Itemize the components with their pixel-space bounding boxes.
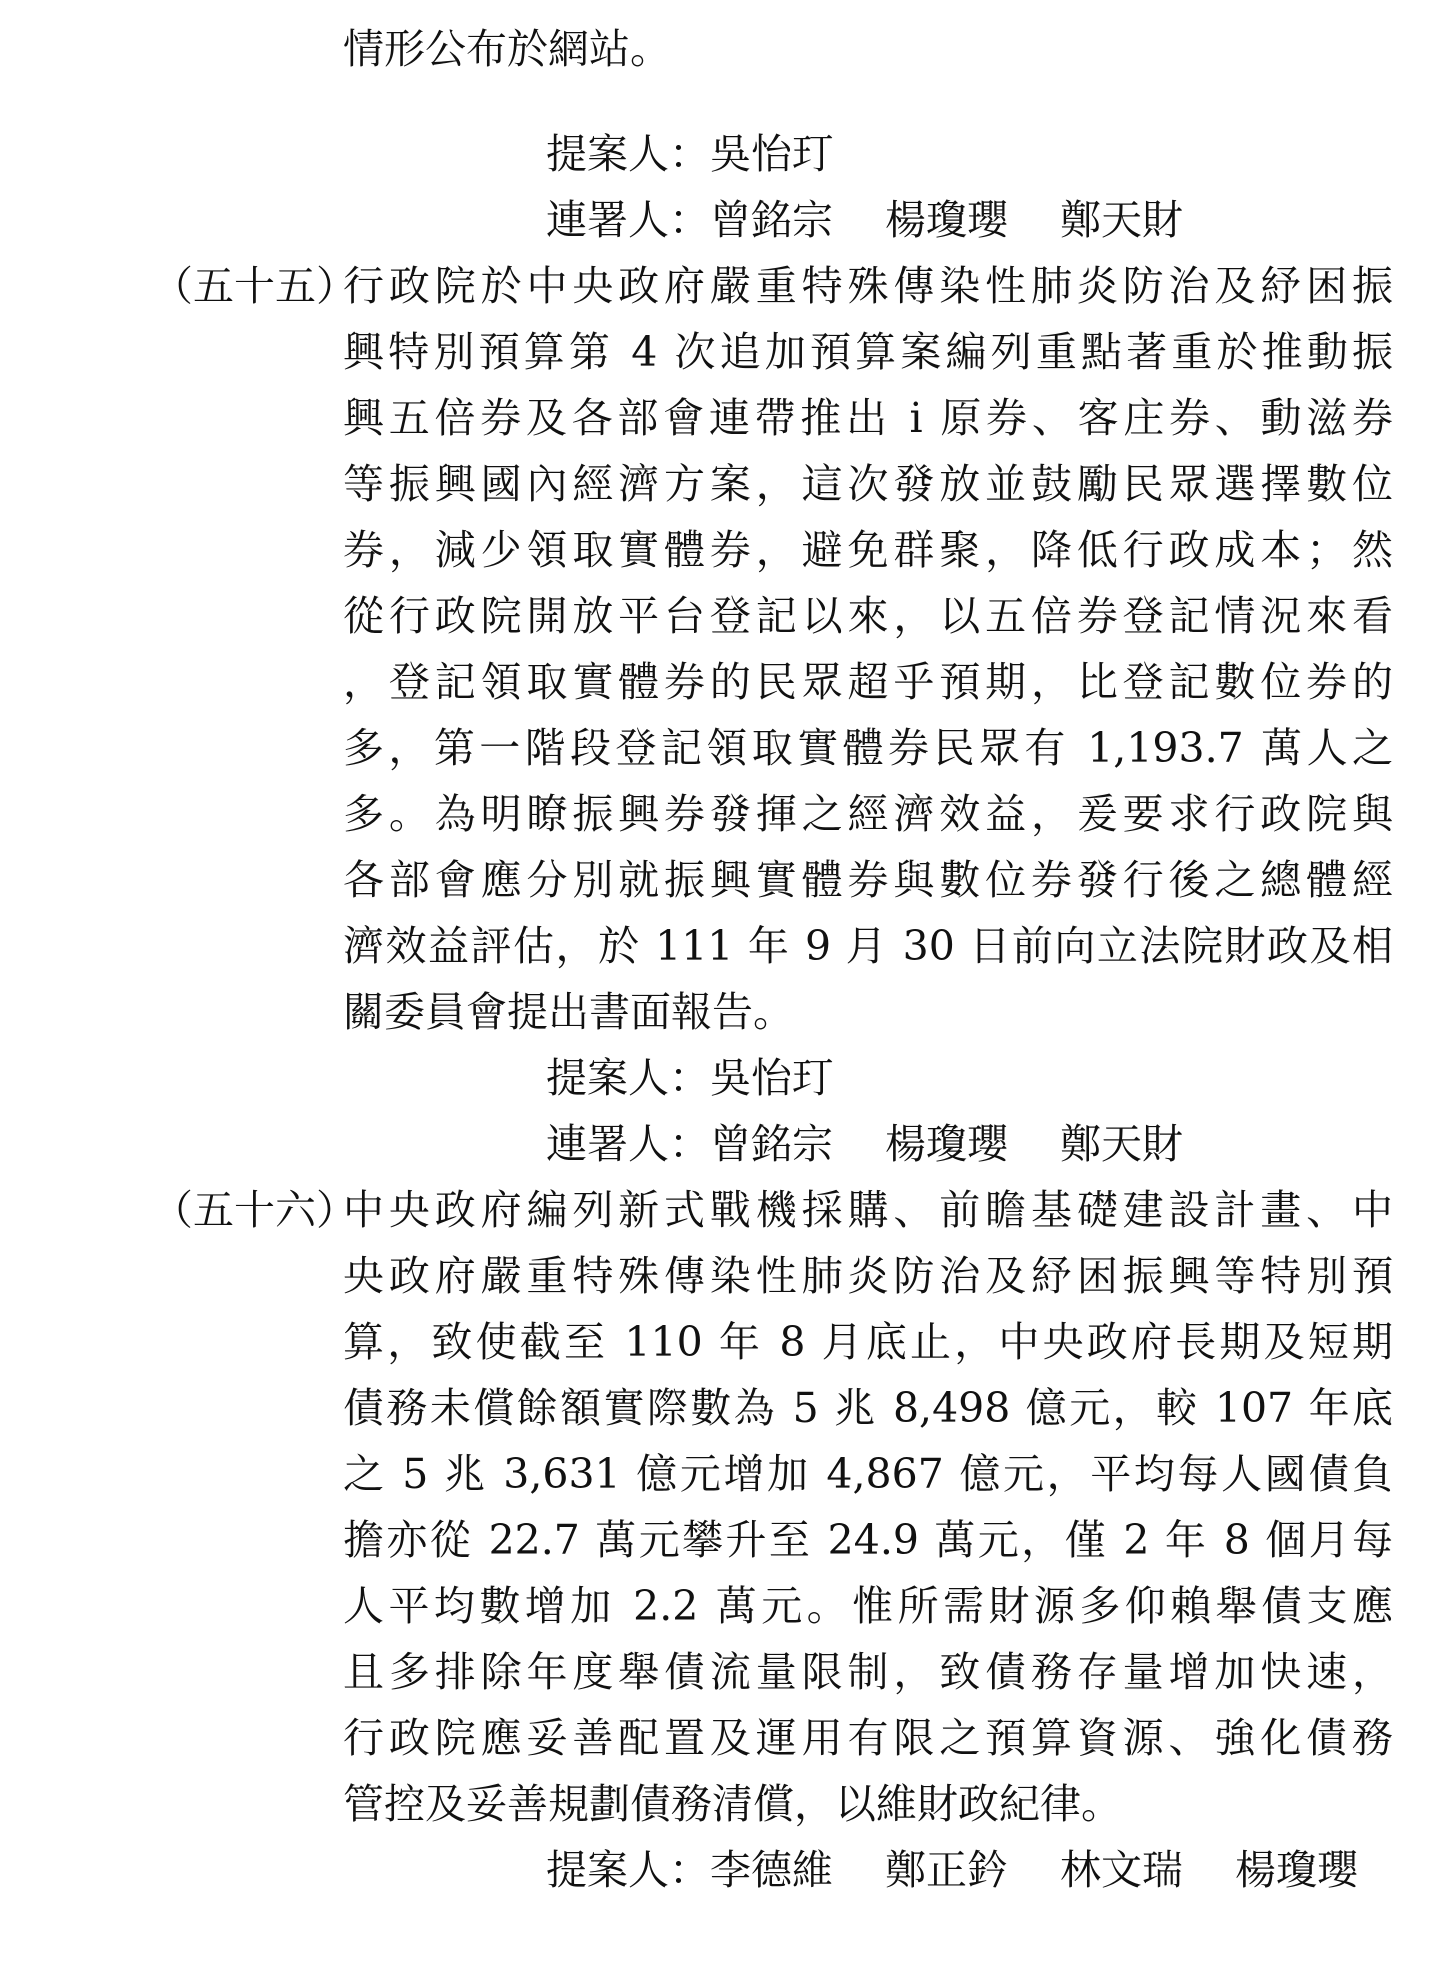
cosigner-name: 楊瓊瓔 — [885, 196, 1008, 244]
paragraph-line: 人平均數增加 2.2 萬元。惟所需財源多仰賴舉債支應 — [343, 1582, 1393, 1630]
paragraph-line: 從行政院開放平台登記以來，以五倍券登記情況來看 — [343, 592, 1393, 640]
paragraph-line: 等振興國內經濟方案，這次發放並鼓勵民眾選擇數位 — [343, 460, 1393, 508]
cosigner-line — [546, 187, 1183, 253]
paragraph-line: 算，致使截至 110 年 8 月底止，中央政府長期及短期 — [343, 1318, 1393, 1366]
paragraph-line: 行政院於中央政府嚴重特殊傳染性肺炎防治及紓困振 — [343, 262, 1393, 310]
paragraph-line: 關委員會提出書面報告。 — [343, 988, 794, 1036]
paragraph-line: 濟效益評估，於 111 年 9 月 30 日前向立法院財政及相 — [343, 922, 1393, 970]
paragraph-line: 券，減少領取實體券，避免群聚，降低行政成本；然 — [343, 526, 1393, 574]
paragraph-line: 情形公布於網站。 — [343, 25, 671, 73]
item-number-label: （五十六） — [152, 1186, 357, 1234]
paragraph-line: 管控及妥善規劃債務清償，以維財政紀律。 — [343, 1780, 1122, 1828]
paragraph-line: 多。為明瞭振興券發揮之經濟效益，爰要求行政院與 — [343, 790, 1393, 838]
item-number-label: （五十五） — [152, 262, 357, 310]
paragraph-line: 之 5 兆 3,631 億元增加 4,867 億元，平均每人國債負 — [343, 1450, 1393, 1498]
paragraph-line: ，登記領取實體券的民眾超乎預期，比登記數位券的 — [343, 658, 1393, 706]
proposer-name: 林文瑞 — [1060, 1846, 1183, 1894]
proposer-line: 提案人：吳怡玎 — [546, 1054, 833, 1102]
paragraph-line: 行政院應妥善配置及運用有限之預算資源、強化債務 — [343, 1714, 1393, 1762]
proposer-name: 楊瓊瓔 — [1235, 1846, 1358, 1894]
cosigner-line — [546, 1111, 1183, 1177]
paragraph-line: 央政府嚴重特殊傳染性肺炎防治及紓困振興等特別預 — [343, 1252, 1393, 1300]
cosigner-name: 鄭天財 — [1060, 1120, 1183, 1168]
proposer-line — [546, 1837, 1358, 1903]
cosigner-label: 連署人： — [546, 1120, 710, 1168]
cosigner-label: 連署人： — [546, 196, 710, 244]
cosigner-name: 曾銘宗 — [710, 196, 833, 244]
proposer-name: 鄭正鈐 — [885, 1846, 1008, 1894]
paragraph-line: 多，第一階段登記領取實體券民眾有 1,193.7 萬人之 — [343, 724, 1393, 772]
paragraph-line: 各部會應分別就振興實體券與數位券發行後之總體經 — [343, 856, 1393, 904]
cosigner-name: 鄭天財 — [1060, 196, 1183, 244]
paragraph-line: 債務未償餘額實際數為 5 兆 8,498 億元，較 107 年底 — [343, 1384, 1393, 1432]
paragraph-line: 興五倍券及各部會連帶推出 i 原券、客庄券、動滋券 — [343, 394, 1393, 442]
proposer-line: 提案人：吳怡玎 — [546, 130, 833, 178]
cosigner-name: 曾銘宗 — [710, 1120, 833, 1168]
proposer-name: 李德維 — [710, 1846, 833, 1894]
proposer-label: 提案人： — [546, 1846, 710, 1894]
cosigner-name: 楊瓊瓔 — [885, 1120, 1008, 1168]
paragraph-line: 擔亦從 22.7 萬元攀升至 24.9 萬元，僅 2 年 8 個月每 — [343, 1516, 1393, 1564]
paragraph-line: 中央政府編列新式戰機採購、前瞻基礎建設計畫、中 — [343, 1186, 1393, 1234]
paragraph-line: 興特別預算第 4 次追加預算案編列重點著重於推動振 — [343, 328, 1393, 376]
paragraph-line: 且多排除年度舉債流量限制，致債務存量增加快速， — [343, 1648, 1393, 1696]
